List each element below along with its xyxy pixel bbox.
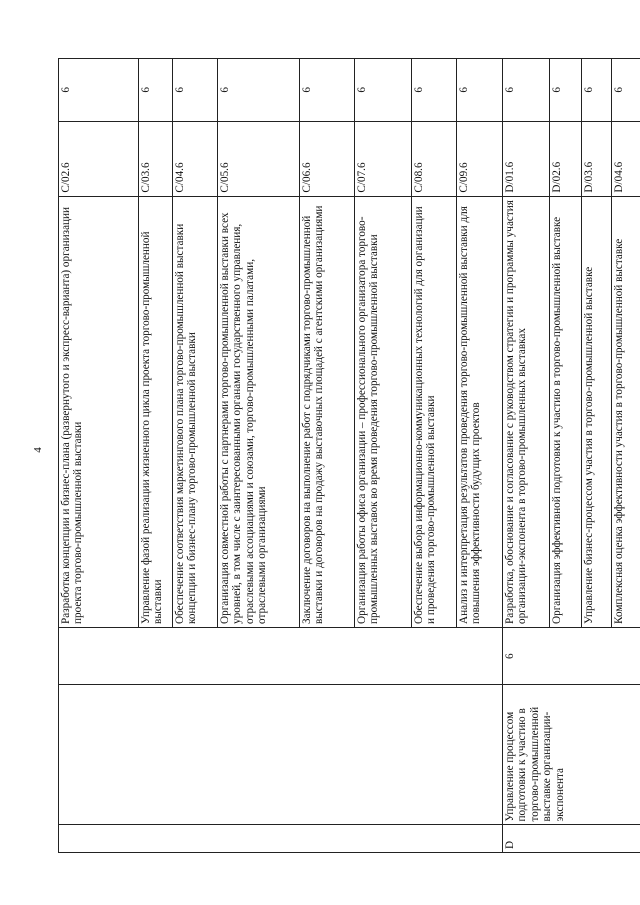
sublevel-cell: 6 [457,59,503,122]
sublevel-cell: 6 [173,59,218,122]
task-cell: Организация работы офиса организации – профессионального организатора торгово-промышленных выставок во время проведения торгово-промышленной выставки [355,196,412,627]
rotated-table-container [58,58,625,853]
task-code-cell: C/07.6 [355,121,412,196]
task-cell: Заключение договоров на выполнение работ с подрядчиками торгово-промышленной выставки и договоров на продажу выставочных площадей с агентскими организациями [300,196,355,627]
task-code-cell: C/09.6 [457,121,503,196]
qualification-level-cell [59,627,503,685]
task-code-cell: C/02.6 [59,121,139,196]
task-cell: Разработка концепции и бизнес-плана (развернутого и экспресс-варианта) организации проекта торгово-промышленной выставки [59,196,139,627]
task-cell: Организация эффективной подготовки к участию в торгово-промышленной выставке [550,196,582,627]
table-row [59,59,139,853]
function-id-cell: D [503,825,640,853]
sublevel-cell: 6 [355,59,412,122]
sublevel-cell: 6 [582,59,612,122]
sublevel-cell: 6 [612,59,640,122]
task-code-cell: C/03.6 [139,121,173,196]
task-code-cell: D/04.6 [612,121,640,196]
task-cell: Анализ и интерпретация результатов проведения торгово-промышленной выставки для повышения эффективности будущих проектов [457,196,503,627]
function-name-cell [59,685,503,825]
task-code-cell: C/04.6 [173,121,218,196]
qualification-level-cell: 6 [503,627,640,685]
page-number: 4 [31,447,44,453]
task-code-cell: D/03.6 [582,121,612,196]
task-code-cell: C/06.6 [300,121,355,196]
task-cell: Обеспечение соответствия маркетингового плана торгово-промышленной выставки концепции и бизнес-плану торгово-промышленной выставки [173,196,218,627]
task-code-cell: C/05.6 [218,121,300,196]
sublevel-cell: 6 [300,59,355,122]
task-cell: Управление бизнес-процессом участия в торгово-промышленной выставке [582,196,612,627]
function-id-cell [59,825,503,853]
sublevel-cell: 6 [139,59,173,122]
task-code-cell: D/02.6 [550,121,582,196]
labor-functions-table [58,58,640,853]
table-row [503,59,550,853]
task-code-cell: D/01.6 [503,121,550,196]
sublevel-cell: 6 [412,59,457,122]
task-cell: Управление фазой реализации жизненного цикла проекта торгово-промышленной выставки [139,196,173,627]
task-code-cell: C/08.6 [412,121,457,196]
task-cell: Обеспечение выбора информационно-коммуникационных технологий для организации и проведения торгово-промышленной выставки [412,196,457,627]
task-cell: Комплексная оценка эффективности участия в торгово-промышленной выставке [612,196,640,627]
sublevel-cell: 6 [503,59,550,122]
sublevel-cell: 6 [550,59,582,122]
sublevel-cell: 6 [218,59,300,122]
function-name-cell: Управление процессом подготовки к участию в торгово-промышленной выставке организации-экспонента [503,685,640,825]
task-cell: Разработка, обоснование и согласование с руководством стратегии и программы участия организации-экспонента в торгово-промышленных выставках [503,196,550,627]
task-cell: Организация совместной работы с партнерами торгово-промышленной выставки всех уровней, в том числе с заинтересованными органами государственного управления, отраслевыми ассоциациями и союзами, торгово-промышленными палатами, отраслевыми организациями [218,196,300,627]
sublevel-cell: 6 [59,59,139,122]
